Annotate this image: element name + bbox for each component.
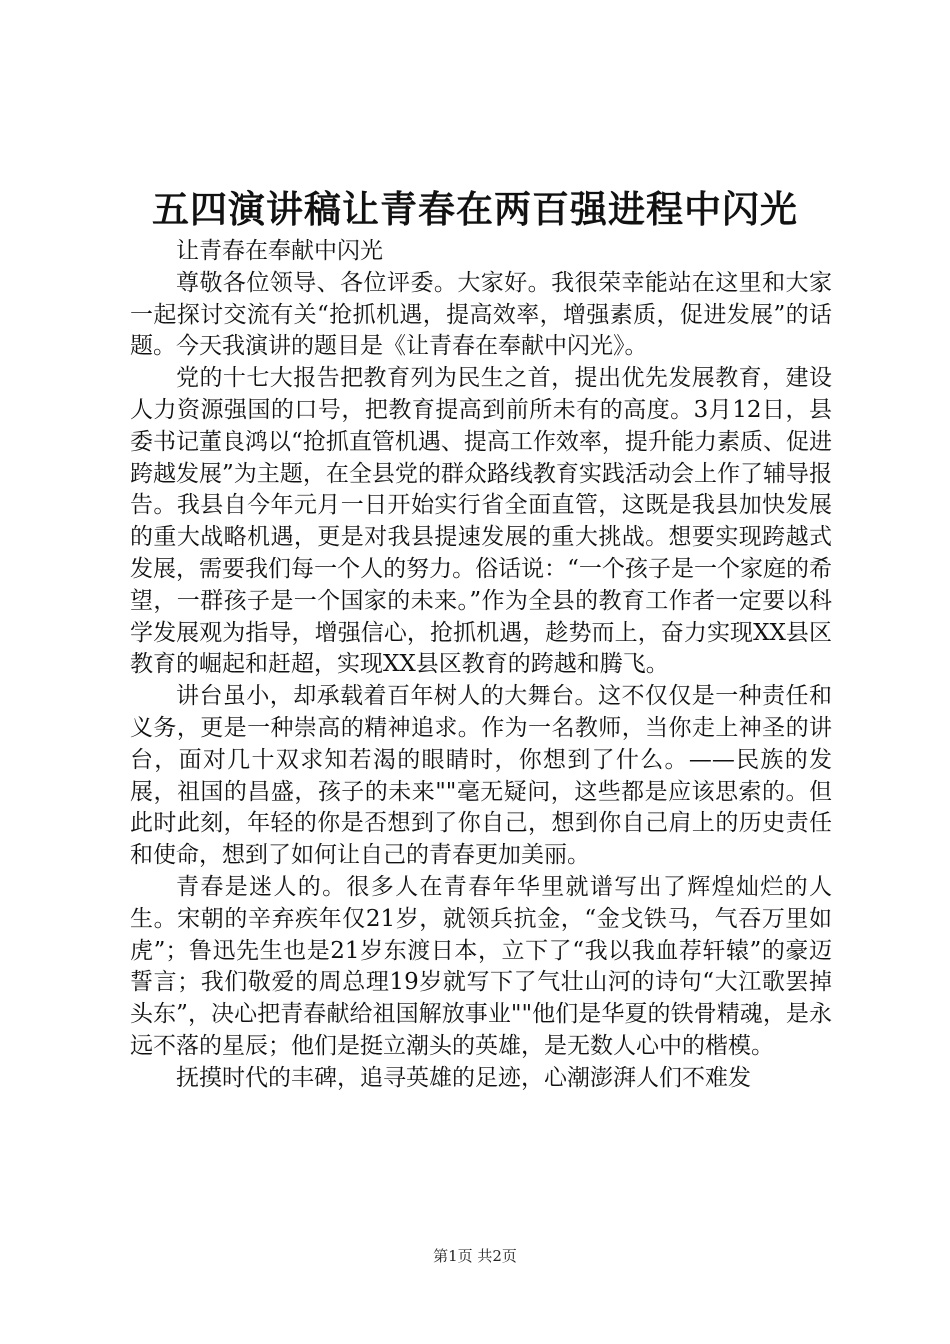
- body-paragraph: 青春是迷人的。很多人在青春年华里就谱写出了辉煌灿烂的人生。宋朝的辛弃疾年仅21岁，就领兵抗金，“金戈铁马，气吞万里如虎”；鲁迅先生也是21岁东渡日本，立下了“我以我血荐轩辕”的豪迈誓言；我们敬爱的周总理19岁就写下了气壮山河的诗句“大江歌罢掉头东”，决心把青春献给祖国解放事业""他们是华夏的铁骨精魂，是永远不落的星辰；他们是挺立潮头的英雄，是无数人心中的楷模。: [130, 873, 832, 1059]
- body-paragraph: 讲台虽小，却承载着百年树人的大舞台。这不仅仅是一种责任和义务，更是一种崇高的精神追求。作为一名教师，当你走上神圣的讲台，面对几十双求知若渴的眼睛时，你想到了什么。——民族的发展，祖国的昌盛，孩子的未来""毫无疑问，这些都是应该思索的。但此时此刻，年轻的你是否想到了你自己，想到你自己肩上的历史责任和使命，想到了如何让自己的青春更加美丽。: [130, 683, 832, 869]
- subtitle-paragraph: 让青春在奉献中闪光: [176, 238, 383, 264]
- page-number-footer: 第1页 共2页: [433, 1247, 517, 1265]
- body-paragraph: 党的十七大报告把教育列为民生之首，提出优先发展教育，建设人力资源强国的口号，把教育提高到前所未有的高度。3月12日，县委书记董良鸿以“抢抓直管机遇、提高工作效率，提升能力素质、促进跨越发展”为主题，在全县党的群众路线教育实践活动会上作了辅导报告。我县自今年元月一日开始实行省全面直管，这既是我县加快发展的重大战略机遇，更是对我县提速发展的重大挑战。想要实现跨越式发展，需要我们每一个人的努力。俗话说：“一个孩子是一个家庭的希望，一群孩子是一个国家的未来。”作为全县的教育工作者一定要以科学发展观为指导，增强信心，抢抓机遇，趁势而上，奋力实现XX县区教育的崛起和赶超，实现XX县区教育的跨越和腾飞。: [130, 365, 832, 678]
- document-title: 五四演讲稿让青春在两百强进程中闪光: [152, 187, 798, 231]
- body-paragraph: 抚摸时代的丰碑，追寻英雄的足迹，心潮澎湃人们不难发: [176, 1064, 751, 1091]
- body-paragraph: 尊敬各位领导、各位评委。大家好。我很荣幸能站在这里和大家一起探讨交流有关“抢抓机遇，提高效率，增强素质，促进发展”的话题。今天我演讲的题目是《让青春在奉献中闪光》。: [130, 269, 832, 360]
- document-body: [130, 236, 832, 1095]
